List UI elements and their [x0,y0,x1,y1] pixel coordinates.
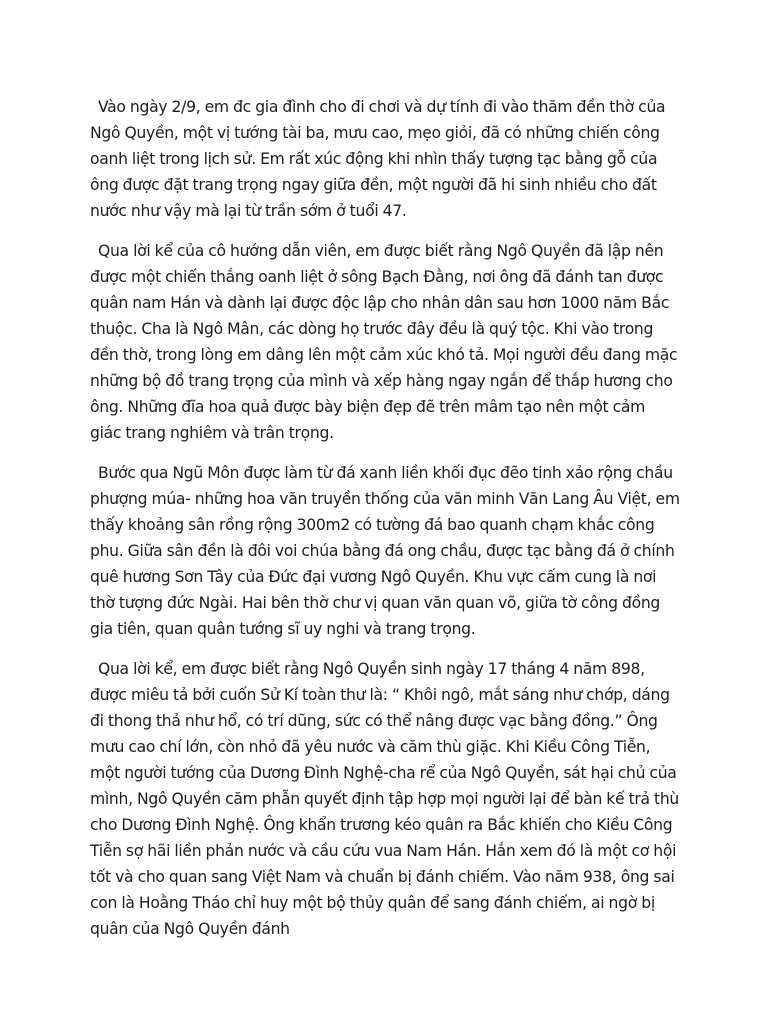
document-body [90,94,680,956]
paragraph-1: Vào ngày 2/9, em đc gia đình cho đi chơi và dự tính đi vào thăm đền thờ của Ngô Quyền, một vị tướng tài ba, mưu cao, mẹo giỏi, đã có những chiến công oanh liệt trong lịch sử. Em rất xúc động khi nhìn thấy tượng tạc bằng gỗ của ông được đặt trang trọng ngay giữa đền, một người đã hi sinh nhiều cho đất nước như vậy mà lại từ trần sớm ở tuổi 47. [90,98,666,220]
paragraph-4: Qua lời kể, em được biết rằng Ngô Quyền sinh ngày 17 tháng 4 năm 898, được miêu tả bởi cuốn Sử Kí toàn thư là: “ Khôi ngô, mắt sáng như chớp, dáng đi thong thả như hổ, có trí dũng, sức có thể nâng được vạc bằng đồng.” Ông mưu cao chí lớn, còn nhỏ đã yêu nước và căm thù giặc. Khi Kiều Công Tiễn, một người tướng của Dương Đình Nghệ-cha rể của Ngô Quyền, sát hại chủ của mình, Ngô Quyền căm phẫn quyết định tập hợp mọi người lại để bàn kế trả thù cho Dương Đình Nghệ. Ông khẩn trương kéo quân ra Bắc khiến cho Kiều Công Tiễn sợ hãi liền phản nước và cầu cứu vua Nam Hán. Hắn xem đó là một cơ hội tốt và cho quan sang Việt Nam và chuẩn bị đánh chiếm. Vào năm 938, ông sai con là Hoằng Tháo chỉ huy một bộ thủy quân để sang đánh chiếm, ai ngờ bị quân của Ngô Quyền đánh [90,660,680,938]
paragraph-3: Bước qua Ngũ Môn được làm từ đá xanh liền khối đục đẽo tinh xảo rộng chầu phượng múa- những hoa văn truyền thống của văn minh Văn Lang Âu Việt, em thấy khoảng sân rồng rộng 300m2 có tường đá bao quanh chạm khắc công phu. Giữa sân đền là đôi voi chúa bằng đá ong chầu, được tạc bằng đá ở chính quê hương Sơn Tây của Đức đại vương Ngô Quyền. Khu vực cấm cung là nơi thờ tượng đức Ngài. Hai bên thờ chư vị quan văn quan võ, giữa tờ công đồng gia tiên, quan quân tướng sĩ uy nghi và trang trọng. [90,464,680,638]
paragraph-2: Qua lời kể của cô hướng dẫn viên, em được biết rằng Ngô Quyền đã lập nên được một chiến thắng oanh liệt ở sông Bạch Đằng, nơi ông đã đánh tan được quân nam Hán và dành lại được độc lập cho nhân dân sau hơn 1000 năm Bắc thuộc. Cha là Ngô Mân, các dòng họ trước đây đều là quý tộc. Khi vào trong đền thờ, trong lòng em dâng lên một cảm xúc khó tả. Mọi người đều đang mặc những bộ đồ trang trọng của mình và xếp hàng ngay ngắn để thắp hương cho ông. Những đĩa hoa quả được bày biện đẹp đẽ trên mâm tạo nên một cảm giác trang nghiêm và trân trọng. [90,242,678,442]
